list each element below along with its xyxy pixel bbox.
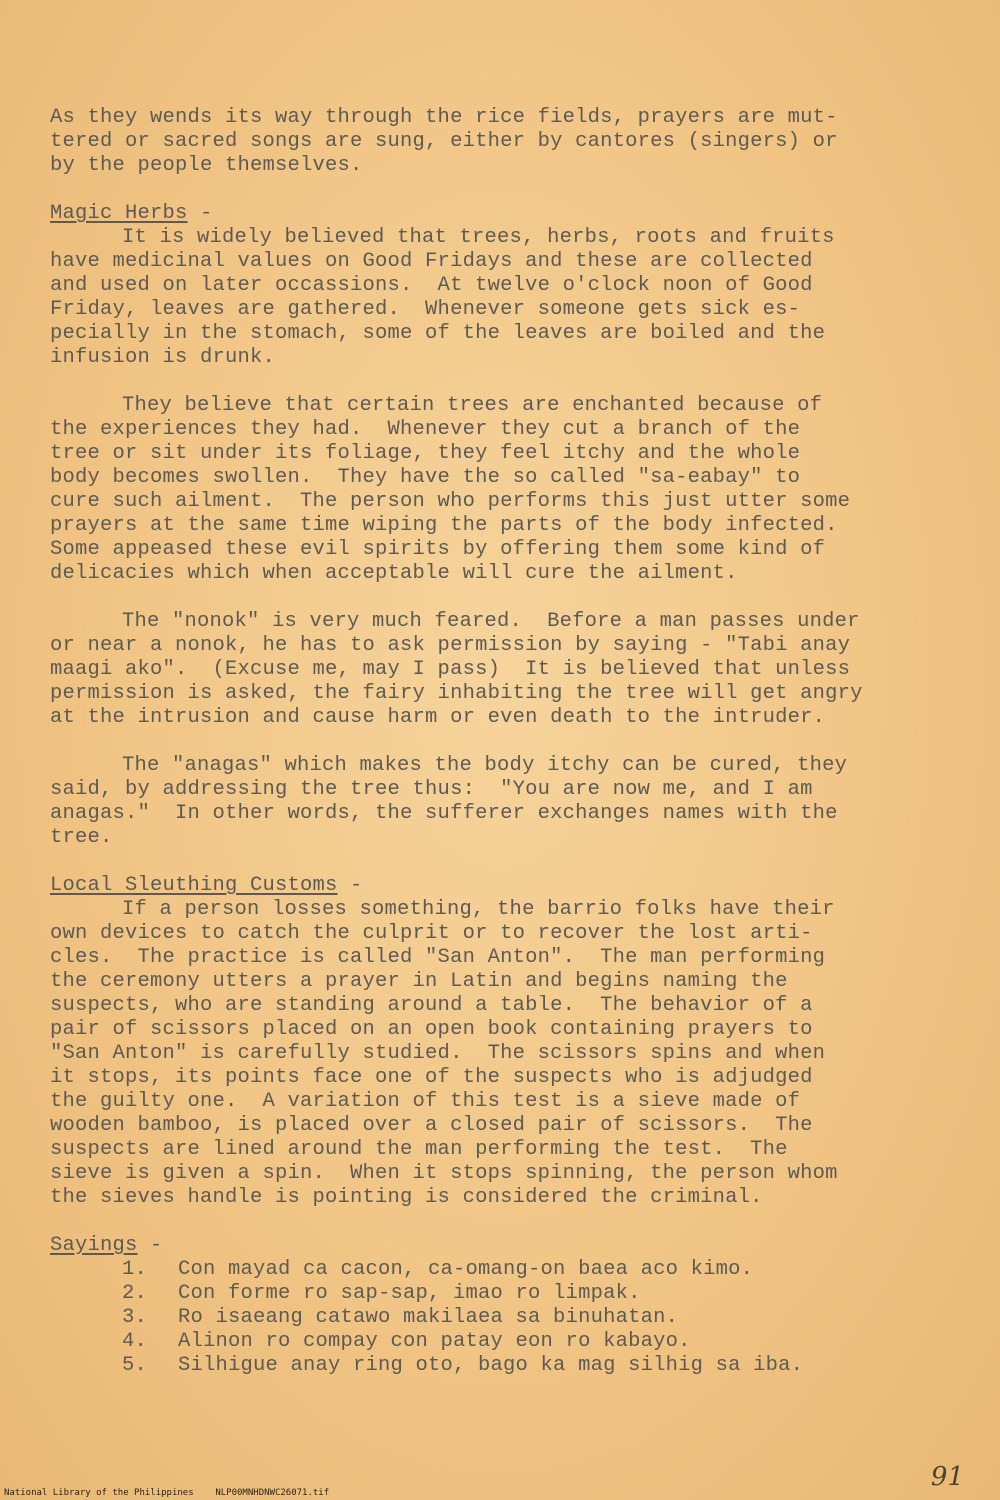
text-line: "San Anton" is carefully studied. The scissors spins and when	[50, 1042, 826, 1065]
text-line: at the intrusion and cause harm or even death to the intruder.	[50, 706, 826, 729]
item-number: 1.	[122, 1258, 148, 1281]
text-line: or near a nonok, he has to ask permission by saying - "Tabi anay	[50, 634, 851, 657]
text-line: the ceremony utters a prayer in Latin and begins naming the	[50, 970, 788, 993]
text-line: the guilty one. A variation of this test is a sieve made of	[50, 1090, 801, 1113]
text-line: The "anagas" which makes the body itchy can be cured, they	[122, 754, 848, 777]
list-item	[50, 1330, 985, 1354]
item-text: Con forme ro sap-sap, imao ro limpak.	[178, 1282, 641, 1305]
item-number: 3.	[122, 1306, 148, 1329]
item-number: 2.	[122, 1282, 148, 1305]
text-line: delicacies which when acceptable will cure the ailment.	[50, 562, 738, 585]
text-line: said, by addressing the tree thus: "You are now me, and I am	[50, 778, 813, 801]
text-line: pair of scissors placed on an open book containing prayers to	[50, 1018, 813, 1041]
intro-line: As they wends its way through the rice fields, prayers are mut-	[50, 106, 838, 129]
text-line: prayers at the same time wiping the parts of the body infected.	[50, 514, 838, 537]
sleuthing-heading: Local Sleuthing Customs -	[50, 874, 363, 897]
text-line: suspects, who are standing around a table. The behavior of a	[50, 994, 813, 1017]
list-item	[50, 1354, 985, 1378]
text-line: permission is asked, the fairy inhabiting the tree will get angry	[50, 682, 863, 705]
sleuthing-paragraph	[50, 898, 985, 1210]
intro-line: tered or sacred songs are sung, either by cantores (singers) or	[50, 130, 838, 153]
text-line: Friday, leaves are gathered. Whenever someone gets sick es-	[50, 298, 801, 321]
text-line: it stops, its points face one of the suspects who is adjudged	[50, 1066, 813, 1089]
item-text: Silhigue anay ring oto, bago ka mag silhig sa iba.	[178, 1354, 804, 1377]
text-line: have medicinal values on Good Fridays and these are collected	[50, 250, 813, 273]
text-line: infusion is drunk.	[50, 346, 276, 369]
text-line: tree.	[50, 826, 113, 849]
item-text: Ro isaeang catawo makilaea sa binuhatan.	[178, 1306, 679, 1329]
scan-footer	[4, 1488, 329, 1498]
text-line: cure such ailment. The person who performs this just utter some	[50, 490, 851, 513]
sayings-list	[50, 1258, 985, 1378]
text-line: tree or sit under its foliage, they feel itchy and the whole	[50, 442, 801, 465]
text-line: anagas." In other words, the sufferer exchanges names with the	[50, 802, 838, 825]
text-line: pecially in the stomach, some of the leaves are boiled and the	[50, 322, 826, 345]
magic-herbs-paragraph-1	[50, 226, 985, 370]
text-line: own devices to catch the culprit or to recover the lost arti-	[50, 922, 813, 945]
text-line: maagi ako". (Excuse me, may I pass) It is believed that unless	[50, 658, 851, 681]
intro-paragraph	[50, 106, 985, 178]
magic-herbs-paragraph-2	[50, 394, 985, 586]
magic-herbs-paragraph-4	[50, 754, 985, 850]
text-line: They believe that certain trees are enchanted because of	[122, 394, 823, 417]
text-line: If a person losses something, the barrio folks have their	[122, 898, 835, 921]
text-line: The "nonok" is very much feared. Before a man passes under	[122, 610, 860, 633]
text-line: and used on later occassions. At twelve o'clock noon of Good	[50, 274, 813, 297]
text-line: the experiences they had. Whenever they cut a branch of the	[50, 418, 801, 441]
sayings-heading: Sayings -	[50, 1234, 163, 1257]
item-number: 4.	[122, 1330, 148, 1353]
list-item	[50, 1282, 985, 1306]
text-line: Some appeased these evil spirits by offering them some kind of	[50, 538, 826, 561]
text-line: suspects are lined around the man performing the test. The	[50, 1138, 788, 1161]
text-line: the sieves handle is pointing is considered the criminal.	[50, 1186, 763, 1209]
document-page	[50, 106, 985, 1378]
footer-filename: NLP00MNHDNWC26071.tif	[215, 1488, 330, 1498]
item-number: 5.	[122, 1354, 148, 1377]
text-line: cles. The practice is called "San Anton". The man performing	[50, 946, 826, 969]
text-line: It is widely believed that trees, herbs, roots and fruits	[122, 226, 835, 249]
page-number: 91	[930, 1462, 964, 1492]
item-text: Con mayad ca cacon, ca-omang-on baea aco kimo.	[178, 1258, 754, 1281]
magic-herbs-heading: Magic Herbs -	[50, 202, 213, 225]
list-item	[50, 1258, 985, 1282]
text-line: sieve is given a spin. When it stops spinning, the person whom	[50, 1162, 838, 1185]
magic-herbs-paragraph-3	[50, 610, 985, 730]
list-item	[50, 1306, 985, 1330]
text-line: wooden bamboo, is placed over a closed pair of scissors. The	[50, 1114, 813, 1137]
intro-line: by the people themselves.	[50, 154, 363, 177]
footer-library: National Library of the Philippines	[4, 1488, 194, 1498]
text-line: body becomes swollen. They have the so called "sa-eabay" to	[50, 466, 801, 489]
item-text: Alinon ro compay con patay eon ro kabayo.	[178, 1330, 691, 1353]
